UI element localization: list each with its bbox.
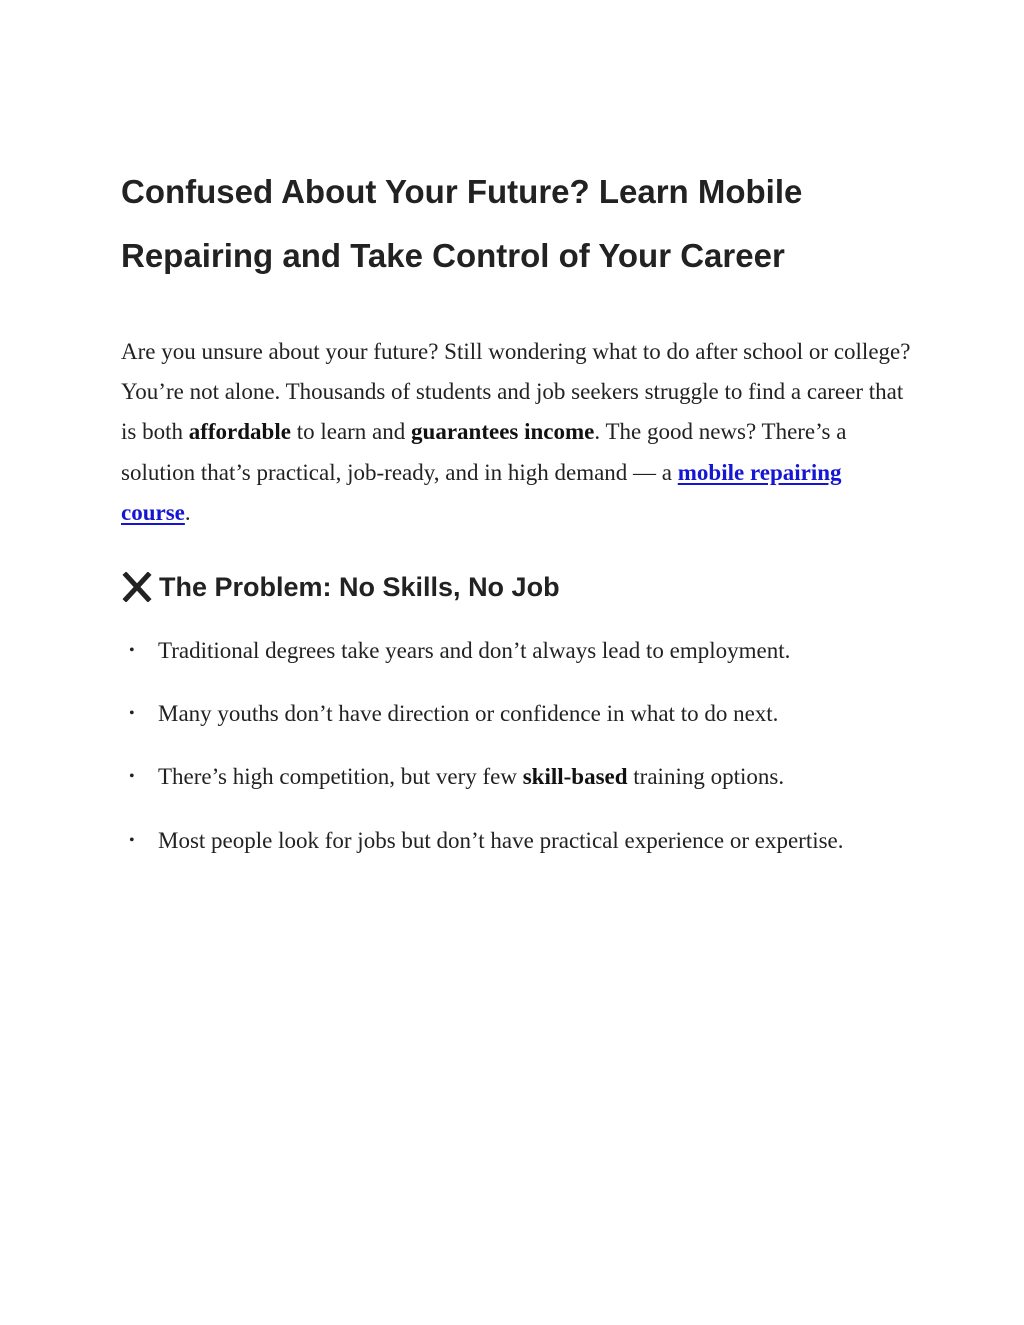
list-item-text: [158, 764, 784, 789]
problem-list: [121, 631, 911, 861]
intro-bold-guarantees-income: guarantees income: [411, 419, 595, 445]
list-item-text-part: There’s high competition, but very few: [158, 764, 523, 790]
page-title: Confused About Your Future? Learn Mobile Repairing and Take Control of Your Career: [121, 173, 803, 274]
list-item: [121, 821, 911, 861]
intro-text: to learn and: [290, 419, 412, 445]
article: [121, 160, 911, 884]
bullet: •: [129, 768, 135, 786]
mobile-repairing-course-link[interactable]: mobile repairing course: [121, 459, 842, 525]
list-item: [121, 694, 911, 734]
section-heading-text: The Problem: No Skills, No Job: [159, 572, 560, 603]
intro-bold-affordable: affordable: [188, 419, 291, 445]
intro-paragraph: [121, 332, 911, 533]
section-heading: [121, 569, 911, 605]
cross-mark-icon: [121, 572, 153, 602]
list-item-bold-skill-based: skill-based: [522, 764, 628, 790]
list-item-text-part: training options.: [627, 764, 785, 790]
list-item-text: Many youths don’t have direction or confidence in what to do next.: [158, 701, 779, 727]
intro-text: .: [184, 499, 191, 525]
bullet: •: [129, 642, 135, 660]
list-item: [121, 757, 911, 797]
list-item-text: Traditional degrees take years and don’t always lead to employment.: [158, 638, 791, 664]
bullet: •: [129, 831, 135, 849]
intro-text: . The good news? There’s a solution that’s practical, job-ready, and in high demand — a: [121, 419, 847, 485]
list-item: [121, 631, 911, 671]
list-item-text: Most people look for jobs but don’t have practical experience or expertise.: [158, 827, 844, 853]
intro-text: Are you unsure about your future? Still wondering what to do after school or college? You’re not alone. Thousands of students and job seekers struggle to find a career that is both: [121, 339, 911, 445]
bullet: •: [129, 705, 135, 723]
